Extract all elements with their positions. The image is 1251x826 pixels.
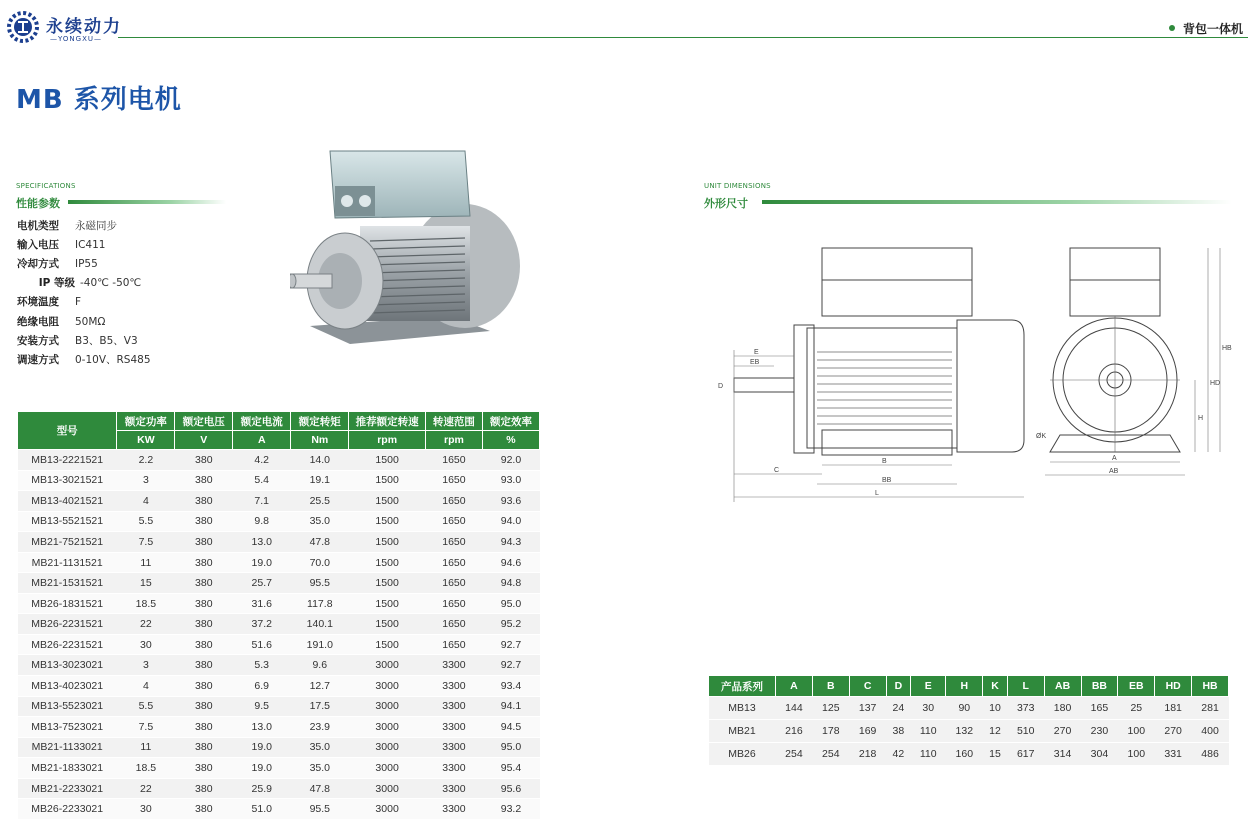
table-cell: 3300 — [425, 737, 482, 758]
table-cell: 380 — [175, 799, 233, 820]
table-cell: 94.8 — [482, 573, 539, 594]
table-cell: 1650 — [425, 634, 482, 655]
specs-heading-bar — [68, 200, 226, 204]
dim-label-EB: EB — [750, 359, 760, 366]
spec-label: 绝缘电阻 — [17, 316, 59, 328]
table-cell: 92.0 — [482, 450, 539, 471]
spec-value: 永磁同步 — [75, 220, 117, 232]
table-cell: 22 — [117, 778, 175, 799]
spec-value: -40℃ -50℃ — [80, 277, 142, 289]
table-cell: 94.5 — [482, 717, 539, 738]
table-cell: 3 — [117, 470, 175, 491]
motor-product-image — [290, 146, 525, 346]
table-cell: 380 — [175, 511, 233, 532]
spec-label: 安装方式 — [17, 335, 59, 347]
table-cell: 2.2 — [117, 450, 175, 471]
table-cell: 270 — [1155, 720, 1192, 743]
table-cell: 95.2 — [482, 614, 539, 635]
table-cell: 95.5 — [291, 799, 349, 820]
dims-heading-bar — [762, 200, 1232, 204]
table-cell: 3300 — [425, 655, 482, 676]
dim-label-BB: BB — [882, 477, 892, 484]
dimensions-table — [708, 675, 1229, 766]
table-row — [18, 717, 540, 738]
table-cell: 1650 — [425, 552, 482, 573]
motor-specs-body — [18, 450, 540, 820]
table-cell: 35.0 — [291, 737, 349, 758]
column-header: 额定效率 — [482, 412, 539, 431]
table-cell: 3 — [117, 655, 175, 676]
column-header: 额定转矩 — [291, 412, 349, 431]
table-cell: 160 — [946, 743, 983, 766]
table-cell: 11 — [117, 552, 175, 573]
table-cell: 37.2 — [233, 614, 291, 635]
column-header: BB — [1081, 676, 1118, 697]
spec-label: 调速方式 — [17, 354, 59, 366]
table-cell: 1500 — [349, 470, 426, 491]
table-cell: 94.1 — [482, 696, 539, 717]
table-cell: 3000 — [349, 799, 426, 820]
brand-name: 永续动力 — [46, 17, 122, 37]
table-cell: 314 — [1044, 743, 1081, 766]
dim-label-HD: HD — [1210, 380, 1221, 387]
table-cell: 6.9 — [233, 676, 291, 697]
table-cell: 216 — [776, 720, 813, 743]
table-cell: 51.6 — [233, 634, 291, 655]
front-view-drawing — [1030, 240, 1235, 490]
table-cell: 380 — [175, 634, 233, 655]
spec-value: B3、B5、V3 — [75, 335, 138, 347]
table-cell: 18.5 — [117, 593, 175, 614]
terminal-box-outline — [822, 248, 972, 316]
model-cell: MB21-1131521 — [18, 552, 117, 573]
table-cell: 1500 — [349, 573, 426, 594]
table-cell: 178 — [812, 720, 849, 743]
column-header: H — [946, 676, 983, 697]
table-cell: 117.8 — [291, 593, 349, 614]
table-cell: 191.0 — [291, 634, 349, 655]
header-divider — [118, 37, 1248, 38]
table-cell: 19.1 — [291, 470, 349, 491]
model-cell: MB13-4021521 — [18, 491, 117, 512]
column-header: B — [812, 676, 849, 697]
column-header: 转速范围 — [425, 412, 482, 431]
table-cell: 1500 — [349, 593, 426, 614]
spec-row — [17, 293, 81, 311]
table-cell: 1650 — [425, 511, 482, 532]
company-logo — [6, 10, 40, 44]
table-cell: 93.6 — [482, 491, 539, 512]
table-cell: 132 — [946, 720, 983, 743]
motor-specs-table — [17, 411, 540, 820]
table-cell: 24 — [886, 697, 911, 720]
table-cell: 9.6 — [291, 655, 349, 676]
table-cell: 22 — [117, 614, 175, 635]
table-cell: 380 — [175, 737, 233, 758]
table-cell: 373 — [1007, 697, 1044, 720]
column-header: L — [1007, 676, 1044, 697]
column-header: D — [886, 676, 911, 697]
table-cell: 144 — [776, 697, 813, 720]
table-cell: 1650 — [425, 593, 482, 614]
table-cell: 110 — [911, 743, 946, 766]
table-cell: 9.5 — [233, 696, 291, 717]
unit-header: % — [482, 431, 539, 450]
bullet-dot-icon — [1169, 25, 1175, 31]
table-cell: 13.0 — [233, 717, 291, 738]
model-cell: MB13-3021521 — [18, 470, 117, 491]
table-cell: 15 — [983, 743, 1008, 766]
spec-label: 输入电压 — [17, 239, 59, 251]
spec-value: IP55 — [75, 258, 98, 270]
dimensions-header-row — [709, 676, 1229, 697]
table-cell: 3000 — [349, 717, 426, 738]
series-cell: MB13 — [709, 697, 776, 720]
table-cell: 380 — [175, 450, 233, 471]
table-row — [18, 737, 540, 758]
table-cell: 617 — [1007, 743, 1044, 766]
table-cell: 1500 — [349, 511, 426, 532]
table-cell: 25.9 — [233, 778, 291, 799]
unit-header: rpm — [349, 431, 426, 450]
model-cell: MB21-2233021 — [18, 778, 117, 799]
column-header: 额定电流 — [233, 412, 291, 431]
spec-row — [17, 274, 141, 292]
column-header: HD — [1155, 676, 1192, 697]
table-cell: 380 — [175, 696, 233, 717]
table-cell: 3300 — [425, 676, 482, 697]
series-cell: MB26 — [709, 743, 776, 766]
model-cell: MB26-2231521 — [18, 614, 117, 635]
table-cell: 5.5 — [117, 511, 175, 532]
table-cell: 95.4 — [482, 758, 539, 779]
model-cell: MB13-5521521 — [18, 511, 117, 532]
table-cell: 11 — [117, 737, 175, 758]
model-cell: MB13-3023021 — [18, 655, 117, 676]
table-row — [18, 696, 540, 717]
table-cell: 30 — [911, 697, 946, 720]
table-cell: 25.7 — [233, 573, 291, 594]
dim-label-H: H — [1198, 415, 1204, 422]
table-cell: 169 — [849, 720, 886, 743]
column-header: C — [849, 676, 886, 697]
table-cell: 380 — [175, 470, 233, 491]
dims-heading-en: UNIT DIMENSIONS — [704, 182, 771, 190]
table-row — [18, 655, 540, 676]
dim-label-E: E — [754, 349, 759, 356]
table-cell: 3300 — [425, 696, 482, 717]
table-cell: 1500 — [349, 614, 426, 635]
table-cell: 7.1 — [233, 491, 291, 512]
table-cell: 1650 — [425, 470, 482, 491]
table-cell: 3000 — [349, 655, 426, 676]
column-header: AB — [1044, 676, 1081, 697]
table-cell: 380 — [175, 655, 233, 676]
table-cell: 70.0 — [291, 552, 349, 573]
table-cell: 3300 — [425, 758, 482, 779]
table-cell: 93.4 — [482, 676, 539, 697]
table-cell: 1500 — [349, 552, 426, 573]
specs-heading: 性能参数 — [16, 197, 60, 210]
model-cell: MB26-2231521 — [18, 634, 117, 655]
table-cell: 486 — [1192, 743, 1229, 766]
table-cell: 17.5 — [291, 696, 349, 717]
table-cell: 19.0 — [233, 737, 291, 758]
table-cell: 5.4 — [233, 470, 291, 491]
column-header: EB — [1118, 676, 1155, 697]
table-cell: 95.6 — [482, 778, 539, 799]
unit-header: V — [175, 431, 233, 450]
table-cell: 5.5 — [117, 696, 175, 717]
table-cell: 380 — [175, 614, 233, 635]
column-header: 额定电压 — [175, 412, 233, 431]
table-row — [709, 743, 1229, 766]
unit-header: rpm — [425, 431, 482, 450]
table-cell: 380 — [175, 717, 233, 738]
dims-heading: 外形尺寸 — [704, 197, 748, 210]
table-cell: 100 — [1118, 720, 1155, 743]
table-row — [18, 491, 540, 512]
unit-header: Nm — [291, 431, 349, 450]
table-cell: 12 — [983, 720, 1008, 743]
spec-value: IC411 — [75, 239, 106, 251]
table-cell: 510 — [1007, 720, 1044, 743]
table-row — [18, 552, 540, 573]
column-header: 额定功率 — [117, 412, 175, 431]
table-row — [18, 511, 540, 532]
dim-label-HB: HB — [1222, 345, 1232, 352]
table-cell: 4 — [117, 676, 175, 697]
table-cell: 1650 — [425, 573, 482, 594]
column-header: E — [911, 676, 946, 697]
table-row — [18, 799, 540, 820]
table-cell: 331 — [1155, 743, 1192, 766]
spec-row — [17, 351, 151, 369]
table-cell: 31.6 — [233, 593, 291, 614]
table-cell: 95.5 — [291, 573, 349, 594]
table-cell: 3000 — [349, 737, 426, 758]
dim-label-D: D — [718, 383, 724, 390]
header-category: 背包一体机 — [1182, 22, 1243, 36]
table-cell: 400 — [1192, 720, 1229, 743]
table-cell: 93.0 — [482, 470, 539, 491]
spec-label: IP 等级 — [38, 277, 75, 289]
model-cell: MB21-1531521 — [18, 573, 117, 594]
column-header: K — [983, 676, 1008, 697]
table-cell: 4 — [117, 491, 175, 512]
spec-row — [17, 332, 138, 350]
table-row — [709, 697, 1229, 720]
table-cell: 30 — [117, 634, 175, 655]
table-cell: 47.8 — [291, 778, 349, 799]
table-cell: 25.5 — [291, 491, 349, 512]
column-header: 推荐额定转速 — [349, 412, 426, 431]
table-cell: 1650 — [425, 532, 482, 553]
table-cell: 35.0 — [291, 511, 349, 532]
table-cell: 19.0 — [233, 758, 291, 779]
table-row — [18, 634, 540, 655]
model-cell: MB21-7521521 — [18, 532, 117, 553]
table-cell: 165 — [1081, 697, 1118, 720]
specs-heading-en: SPECIFICATIONS — [16, 182, 76, 190]
table-cell: 100 — [1118, 743, 1155, 766]
table-cell: 380 — [175, 593, 233, 614]
table-cell: 92.7 — [482, 655, 539, 676]
unit-header: A — [233, 431, 291, 450]
table-cell: 1650 — [425, 614, 482, 635]
table-cell: 38 — [886, 720, 911, 743]
table-cell: 5.3 — [233, 655, 291, 676]
table-cell: 380 — [175, 532, 233, 553]
model-cell: MB13-7523021 — [18, 717, 117, 738]
table-row — [18, 532, 540, 553]
table-cell: 181 — [1155, 697, 1192, 720]
model-cell: MB13-2221521 — [18, 450, 117, 471]
table-row — [18, 758, 540, 779]
table-cell: 15 — [117, 573, 175, 594]
table-cell: 94.0 — [482, 511, 539, 532]
table-cell: 18.5 — [117, 758, 175, 779]
table-row — [18, 470, 540, 491]
table-cell: 3000 — [349, 696, 426, 717]
table-cell: 137 — [849, 697, 886, 720]
column-header-model: 型号 — [18, 412, 117, 450]
table-cell: 51.0 — [233, 799, 291, 820]
table-cell: 19.0 — [233, 552, 291, 573]
spec-row — [17, 255, 98, 273]
spec-label: 环境温度 — [17, 296, 59, 308]
table-cell: 42 — [886, 743, 911, 766]
table-row — [18, 450, 540, 471]
unit-header: KW — [117, 431, 175, 450]
table-cell: 9.8 — [233, 511, 291, 532]
table-cell: 35.0 — [291, 758, 349, 779]
page-title: MB 系列电机 — [16, 85, 182, 115]
table-cell: 1500 — [349, 491, 426, 512]
model-cell: MB26-2233021 — [18, 799, 117, 820]
spec-label: 电机类型 — [17, 220, 59, 232]
spec-row — [17, 313, 105, 331]
dim-label-A: A — [1112, 455, 1117, 462]
table-cell: 4.2 — [233, 450, 291, 471]
dim-label-B: B — [882, 458, 887, 465]
dim-label-L: L — [875, 490, 879, 497]
table-row — [18, 573, 540, 594]
model-cell: MB13-4023021 — [18, 676, 117, 697]
model-cell: MB13-5523021 — [18, 696, 117, 717]
column-header: A — [776, 676, 813, 697]
table-row — [18, 614, 540, 635]
spec-value: F — [75, 296, 82, 308]
table-cell: 270 — [1044, 720, 1081, 743]
table-cell: 90 — [946, 697, 983, 720]
table-cell: 3300 — [425, 717, 482, 738]
table-cell: 30 — [117, 799, 175, 820]
table-cell: 10 — [983, 697, 1008, 720]
table-cell: 218 — [849, 743, 886, 766]
table-cell: 25 — [1118, 697, 1155, 720]
table-cell: 95.0 — [482, 737, 539, 758]
column-header: 产品系列 — [709, 676, 776, 697]
table-cell: 254 — [776, 743, 813, 766]
table-cell: 380 — [175, 758, 233, 779]
model-cell: MB26-1831521 — [18, 593, 117, 614]
spec-value: 50MΩ — [75, 316, 106, 328]
table-cell: 23.9 — [291, 717, 349, 738]
table-cell: 380 — [175, 552, 233, 573]
table-row — [18, 593, 540, 614]
table-cell: 281 — [1192, 697, 1229, 720]
table-cell: 140.1 — [291, 614, 349, 635]
table-cell: 230 — [1081, 720, 1118, 743]
table-cell: 125 — [812, 697, 849, 720]
table-cell: 110 — [911, 720, 946, 743]
table-cell: 3300 — [425, 778, 482, 799]
table-cell: 380 — [175, 491, 233, 512]
dim-label-AB: AB — [1109, 468, 1119, 475]
table-cell: 3000 — [349, 778, 426, 799]
side-view-drawing — [712, 240, 1032, 510]
series-cell: MB21 — [709, 720, 776, 743]
table-cell: 254 — [812, 743, 849, 766]
table-cell: 3000 — [349, 758, 426, 779]
column-header: HB — [1192, 676, 1229, 697]
table-cell: 13.0 — [233, 532, 291, 553]
table-cell: 92.7 — [482, 634, 539, 655]
table-row — [18, 778, 540, 799]
table-row — [18, 676, 540, 697]
table-cell: 380 — [175, 778, 233, 799]
table-cell: 1650 — [425, 491, 482, 512]
table-cell: 180 — [1044, 697, 1081, 720]
table-cell: 380 — [175, 676, 233, 697]
table-cell: 94.3 — [482, 532, 539, 553]
spec-value: 0-10V、RS485 — [75, 354, 151, 366]
table-cell: 7.5 — [117, 532, 175, 553]
table-cell: 3300 — [425, 799, 482, 820]
table-cell: 1500 — [349, 634, 426, 655]
spec-row — [17, 236, 105, 254]
table-cell: 1650 — [425, 450, 482, 471]
spec-row — [17, 217, 117, 235]
table-cell: 93.2 — [482, 799, 539, 820]
table-cell: 1500 — [349, 450, 426, 471]
dim-label-K: ØK — [1036, 433, 1047, 440]
table-cell: 380 — [175, 573, 233, 594]
table-cell: 12.7 — [291, 676, 349, 697]
spec-label: 冷却方式 — [17, 258, 59, 270]
table-cell: 3000 — [349, 676, 426, 697]
table-cell: 47.8 — [291, 532, 349, 553]
brand-subtitle: —YONGXU— — [50, 35, 102, 43]
table-cell: 1500 — [349, 532, 426, 553]
table-cell: 304 — [1081, 743, 1118, 766]
model-cell: MB21-1133021 — [18, 737, 117, 758]
table-cell: 14.0 — [291, 450, 349, 471]
table-cell: 7.5 — [117, 717, 175, 738]
dim-label-C: C — [774, 467, 780, 474]
model-cell: MB21-1833021 — [18, 758, 117, 779]
dimensions-body — [709, 697, 1229, 766]
table-cell: 94.6 — [482, 552, 539, 573]
table-cell: 95.0 — [482, 593, 539, 614]
table-row — [709, 720, 1229, 743]
